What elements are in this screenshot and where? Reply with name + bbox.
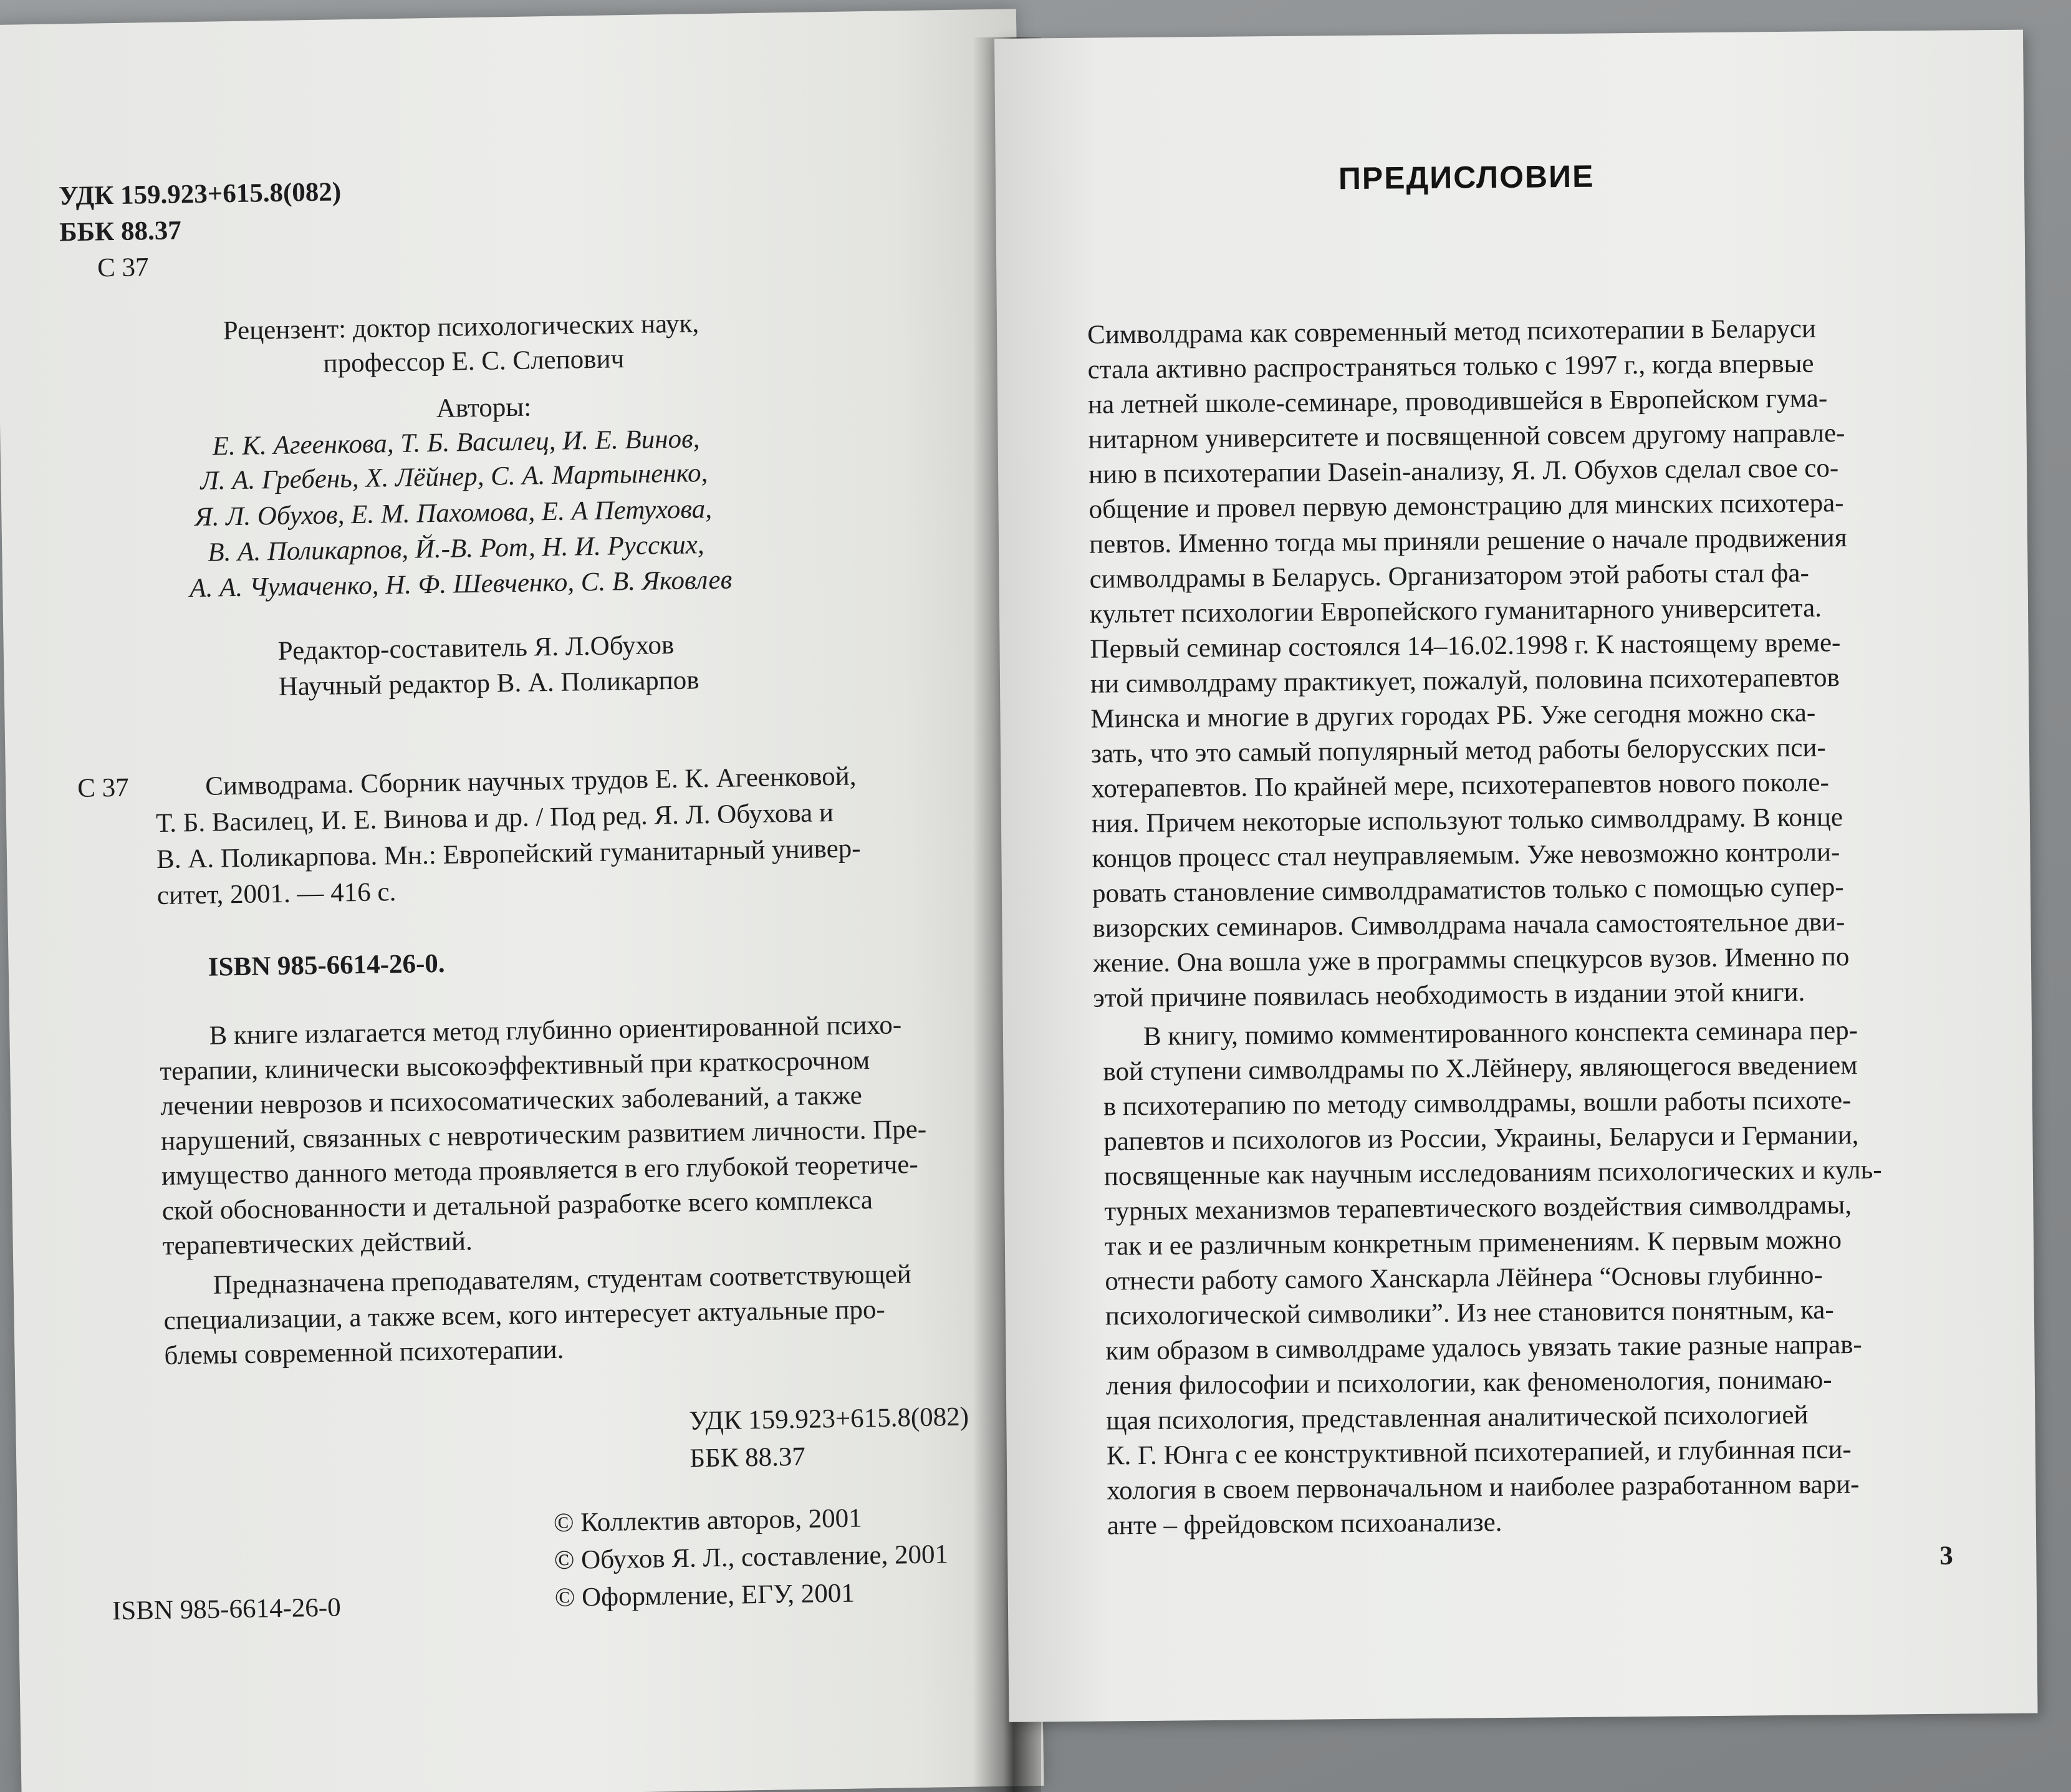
annotation-line-4: нарушений, связанных с невротическим развитием личности. Пре-: [160, 1114, 927, 1157]
annotation-line-3: лечении неврозов и психосоматических заболеваний, а также: [160, 1081, 863, 1122]
isbn-bottom: ISBN 985-6614-26-0: [112, 1592, 341, 1626]
catalog-line-3: В. А. Поликарпова. Мн.: Европейский гуманитарный универ-: [156, 834, 861, 875]
preface-p1-line-13: зать, что это самый популярный метод работы белорусских пси-: [1090, 733, 1826, 769]
preface-p1-line-12: Минска и многие в других городах РБ. Уже сегодня можно ска-: [1090, 698, 1816, 734]
preface-p1-line-14: хотерапевтов. По крайней мере, психотерапевтов нового поколе-: [1091, 768, 1830, 804]
authors-line-2: Л. А. Гребень, Х. Лёйнер, С. А. Мартыненко,: [200, 458, 708, 496]
preface-p2-line-15: анте – фрейдовском психоанализе.: [1107, 1507, 1502, 1541]
annotation-line-5: имущество данного метода проявляется в его глубокой теоретиче-: [161, 1149, 919, 1191]
preface-p2-line-8: отнести работу самого Ханскарла Лёйнера “Основы глубинно-: [1105, 1260, 1823, 1296]
preface-p1-line-16: концов процесс стал неуправляемым. Уже невозможно контроли-: [1092, 837, 1840, 874]
preface-p2-line-9: психологической символики”. Из нее становится понятным, ка-: [1105, 1295, 1834, 1331]
preface-p1-line-4: нитарном университете и посвященной совсем другому направле-: [1088, 418, 1845, 455]
preface-p1-line-3: на летней школе-семинаре, проводившейся в Европейском гума-: [1087, 383, 1828, 420]
preface-p1-line-6: общение и провел первую демонстрацию для минских психотера-: [1088, 488, 1844, 524]
catalog-cipher: С 37: [77, 773, 130, 804]
authors-line-3: Я. Л. Обухов, Е. М. Пахомова, Е. А Петухова,: [195, 494, 713, 532]
annotation-line-8: Предназначена преподавателям, студентам соответствующей: [213, 1260, 912, 1300]
authors-line-4: В. А. Поликарпов, Й.-В. Рот, Н. И. Русских,: [207, 530, 704, 567]
copyright-3: © Оформление, ЕГУ, 2001: [554, 1578, 855, 1613]
preface-p1-line-19: жение. Она вошла уже в программы спецкурсов вузов. Именно по: [1092, 942, 1850, 978]
authors-line-5: А. А. Чумаченко, Н. Ф. Шевченко, С. В. Яковлев: [189, 565, 733, 604]
preface-p1-line-1: Символдрама как современный метод психотерапии в Беларуси: [1087, 314, 1817, 350]
preface-p2-line-1: В книгу, помимо комментированного конспекта семинара пер-: [1143, 1015, 1858, 1051]
authors-heading: Авторы:: [436, 392, 532, 423]
preface-p1-line-17: ровать становление символдраматистов только с помощью супер-: [1092, 872, 1844, 908]
preface-p1-line-18: визорских семинаров. Символдрама начала самостоятельное дви-: [1092, 907, 1845, 943]
preface-p2-line-2: вой ступени символдрамы по Х.Лёйнеру, являющегося введением: [1103, 1050, 1858, 1087]
copyright-2: © Обухов Я. Л., составление, 2001: [554, 1539, 949, 1576]
isbn-bold: ISBN 985-6614-26-0.: [208, 948, 445, 982]
cipher-code: С 37: [97, 253, 149, 283]
preface-p2-line-14: хология в своем первоначальном и наиболее разработанном вари-: [1107, 1469, 1860, 1506]
annotation-line-9: специализации, а также всем, кого интересует актуальные про-: [163, 1294, 886, 1336]
preface-p2-line-5: посвященные как научным исследованиям психологических и куль-: [1103, 1155, 1882, 1192]
udk-code-bottom: УДК 159.923+615.8(082): [688, 1402, 969, 1436]
annotation-line-2: терапии, клинически высокоэффективный при краткосрочном: [160, 1046, 870, 1087]
preface-p1-line-11: ни символдраму практикует, пожалуй, половина психотерапевтов: [1090, 663, 1840, 699]
preface-p1-line-7: певтов. Именно тогда мы приняли решение о начале продвижения: [1088, 523, 1847, 559]
preface-p2-line-13: К. Г. Юнга с ее конструктивной психотерапией, и глубинная пси-: [1106, 1435, 1852, 1471]
preface-p1-line-15: ния. Причем некоторые используют только символдраму. В конце: [1091, 802, 1843, 839]
preface-p1-line-10: Первый семинар состоялся 14–16.02.1998 г. К настоящему време-: [1090, 628, 1841, 664]
preface-p2-line-11: ления философии и психологии, как феноменология, понимаю-: [1105, 1365, 1832, 1401]
preface-p2-line-3: в психотерапию по методу символдрамы, вошли работы психоте-: [1103, 1086, 1852, 1122]
preface-title: ПРЕДИСЛОВИЕ: [1338, 158, 1595, 196]
preface-p1-line-2: стала активно распространяться только с 1997 г., когда впервые: [1087, 349, 1814, 385]
annotation-line-1: В книге излагается метод глубинно ориентированной психо-: [209, 1010, 902, 1051]
preface-p1-line-8: символдрамы в Беларусь. Организатором этой работы стал фа-: [1089, 558, 1810, 594]
annotation-line-7: терапевтических действий.: [162, 1226, 473, 1261]
preface-p1-line-5: нию в психотерапии Dasein-анализу, Я. Л. Обухов сделал свое со-: [1088, 453, 1839, 489]
science-editor: Научный редактор В. А. Поликарпов: [278, 665, 699, 701]
preface-p1-line-20: этой причине появилась необходимость в издании этой книги.: [1093, 977, 1805, 1013]
copyright-1: © Коллектив авторов, 2001: [553, 1503, 863, 1538]
annotation-line-10: блемы современной психотерапии.: [164, 1334, 564, 1370]
catalog-line-4: ситет, 2001. — 416 с.: [156, 877, 396, 911]
right-page: [994, 30, 2037, 1722]
catalog-line-1: Симводрама. Сборник научных трудов Е. К. Агеенковой,: [204, 761, 857, 801]
editor-compiler: Редактор-составитель Я. Л.Обухов: [277, 630, 675, 666]
reviewer-line-1: Рецензент: доктор психологических наук,: [223, 309, 699, 346]
left-page: [0, 9, 1044, 1792]
authors-line-1: Е. К. Агеенкова, Т. Б. Василец, И. Е. Винов,: [212, 424, 700, 461]
catalog-line-2: Т. Б. Василец, И. Е. Винова и др. / Под ред. Я. Л. Обухова и: [155, 798, 834, 839]
bbk-code: ББК 88.37: [59, 216, 182, 248]
reviewer-line-2: профессор Е. С. Слепович: [323, 344, 625, 378]
preface-p2-line-6: турных механизмов терапевтического воздействия символдрамы,: [1104, 1190, 1852, 1226]
preface-p2-line-10: ким образом в символдраме удалось увязать такие разные направ-: [1105, 1329, 1862, 1366]
annotation-line-6: ской обоснованности и детальной разработке всего комплекса: [161, 1185, 873, 1226]
preface-p2-line-12: щая психология, представленная аналитической психологией: [1106, 1400, 1809, 1436]
page-number: 3: [1939, 1541, 1953, 1571]
preface-p2-line-4: рапевтов и психологов из России, Украины, Беларуси и Германии,: [1103, 1120, 1859, 1157]
udk-code: УДК 159.923+615.8(082): [58, 177, 342, 211]
bbk-code-bottom: ББК 88.37: [689, 1442, 806, 1473]
preface-p1-line-9: культет психологии Европейского гуманитарного университета.: [1089, 593, 1822, 629]
preface-p2-line-7: так и ее различным конкретным применениям. К первым можно: [1104, 1225, 1842, 1261]
